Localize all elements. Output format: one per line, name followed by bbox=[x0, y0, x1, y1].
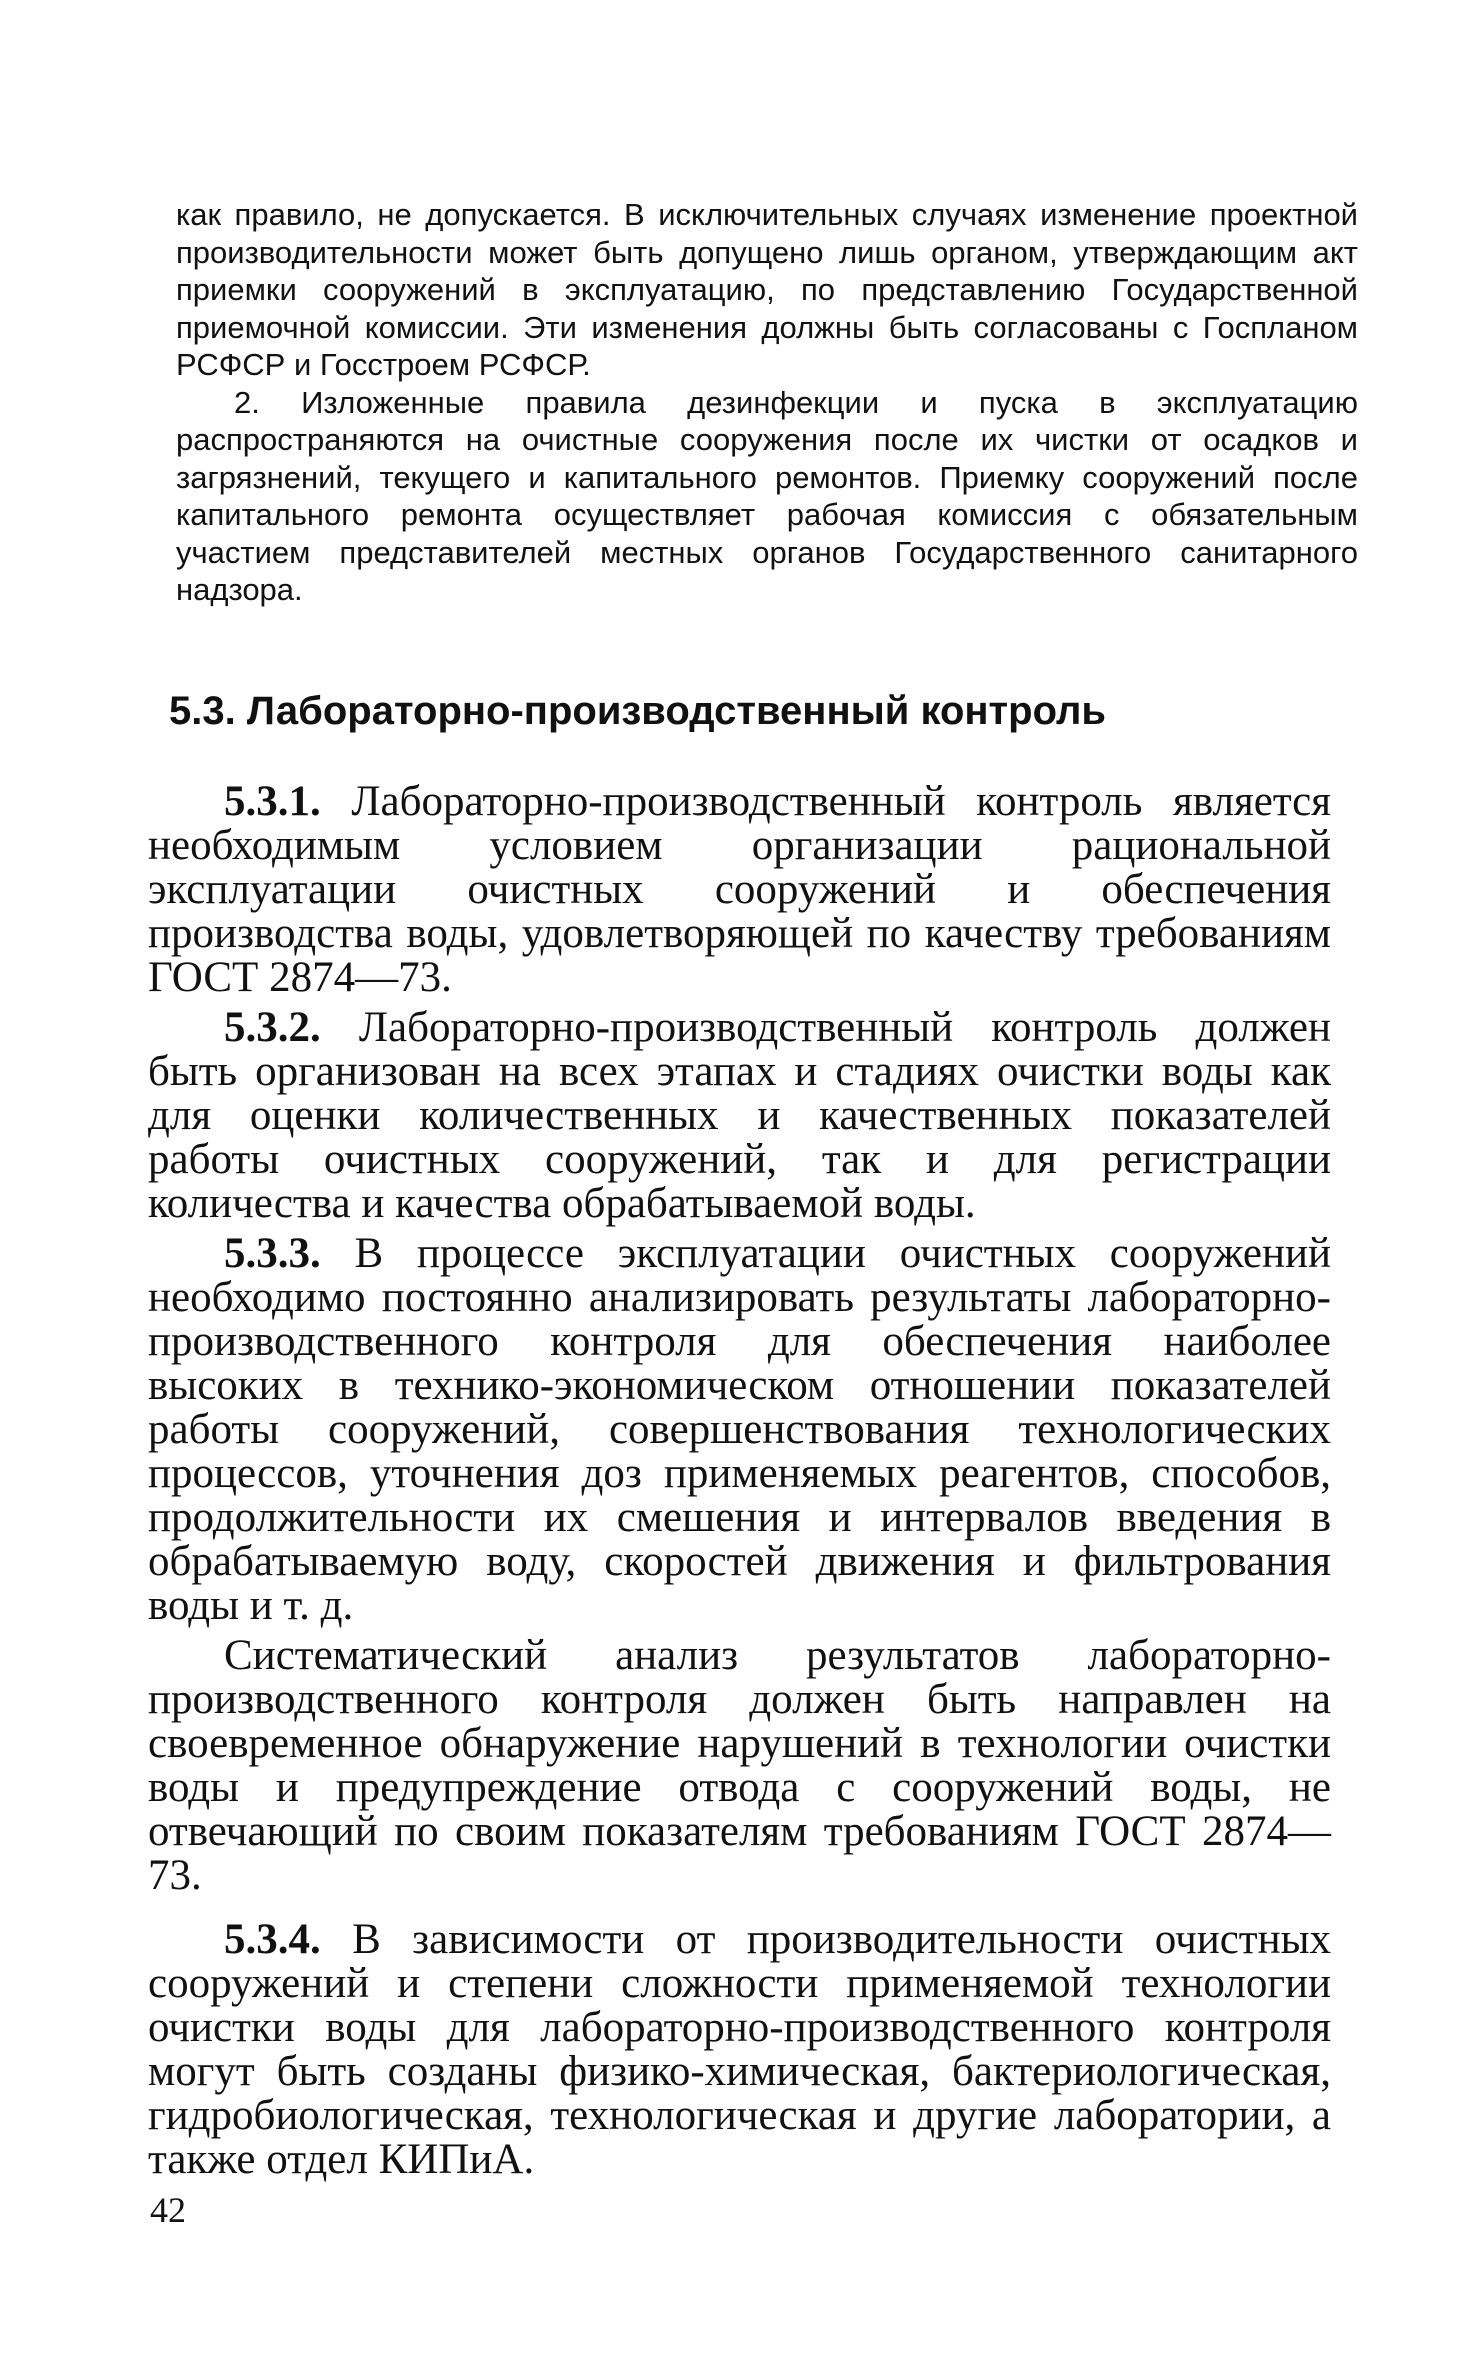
clause-text: Лабораторно-производственный контроль должен быть организован на всех этапах и стадиях очистки воды как для оценки количественных и качественных показателей работы очистных сооружений, так и для регистрации количества и качества обрабатываемой воды. bbox=[148, 1004, 1331, 1227]
clause-text: Систематический анализ результатов лабораторно-производственного контроля должен быть направлен на своевременное обнаружение нарушений в технологии очистки воды и предупреждение отвода с сооружений воды, не отвечающий по своим показателям требованиям ГОСТ 2874—73. bbox=[148, 1632, 1331, 1899]
intro-paragraph: 2. Изложенные правила дезинфекции и пуска в эксплуатацию распространяются на очистные сооружения после их чистки от осадков и загрязнений, текущего и капитального ремонтов. Приемку сооружений после капитального ремонта осуществляет рабочая комиссия с обязательным участием представителей местных органов Государственного санитарного надзора. bbox=[176, 384, 1358, 607]
page-number: 42 bbox=[150, 2190, 186, 2230]
intro-text-block bbox=[176, 196, 1358, 609]
clause-paragraph bbox=[148, 1006, 1331, 1226]
clause-text: В зависимости от производительности очистных сооружений и степени сложности применяемой технологии очистки воды для лабораторно-производственного контроля могут быть созданы физико-химическая, бактериологическая, гидробиологическая, технологическая и другие лаборатории, а также отдел КИПиА. bbox=[148, 1916, 1331, 2183]
clause-text: Лабораторно-производственный контроль является необходимым условием организации рациональной эксплуатации очистных сооружений и обеспечения производства воды, удовлетворяющей по качеству требованиям ГОСТ 2874—73. bbox=[148, 778, 1331, 1001]
clause-text: В процессе эксплуатации очистных сооружений необходимо постоянно анализировать результаты лабораторно-производственного контроля для обеспечения наиболее высоких в технико-экономическом отношении показателей работы сооружений, совершенствования технологических процессов, уточнения доз применяемых реагентов, способов, продолжительности их смешения и интервалов введения в обрабатываемую воду, скоростей движения и фильтрования воды и т. д. bbox=[148, 1230, 1331, 1629]
clause-number: 5.3.2. bbox=[224, 1004, 321, 1051]
clause-paragraph bbox=[148, 780, 1331, 1000]
clause-paragraph bbox=[148, 1634, 1331, 1898]
section-body bbox=[148, 780, 1331, 2188]
section-heading: 5.3. Лабораторно-производственный контроль bbox=[169, 689, 1107, 733]
intro-paragraph: как правило, не допускается. В исключительных случаях изменение проектной производительности может быть допущено лишь органом, утверждающим акт приемки сооружений в эксплуатацию, по представлению Государственной приемочной комиссии. Эти изменения должны быть согласованы с Госпланом РСФСР и Госстроем РСФСР. bbox=[176, 197, 1358, 382]
clause-number: 5.3.3. bbox=[224, 1230, 321, 1277]
clause-paragraph bbox=[148, 1918, 1331, 2182]
clause-paragraph bbox=[148, 1232, 1331, 1628]
clause-number: 5.3.4. bbox=[224, 1916, 321, 1963]
clause-number: 5.3.1. bbox=[224, 778, 321, 825]
